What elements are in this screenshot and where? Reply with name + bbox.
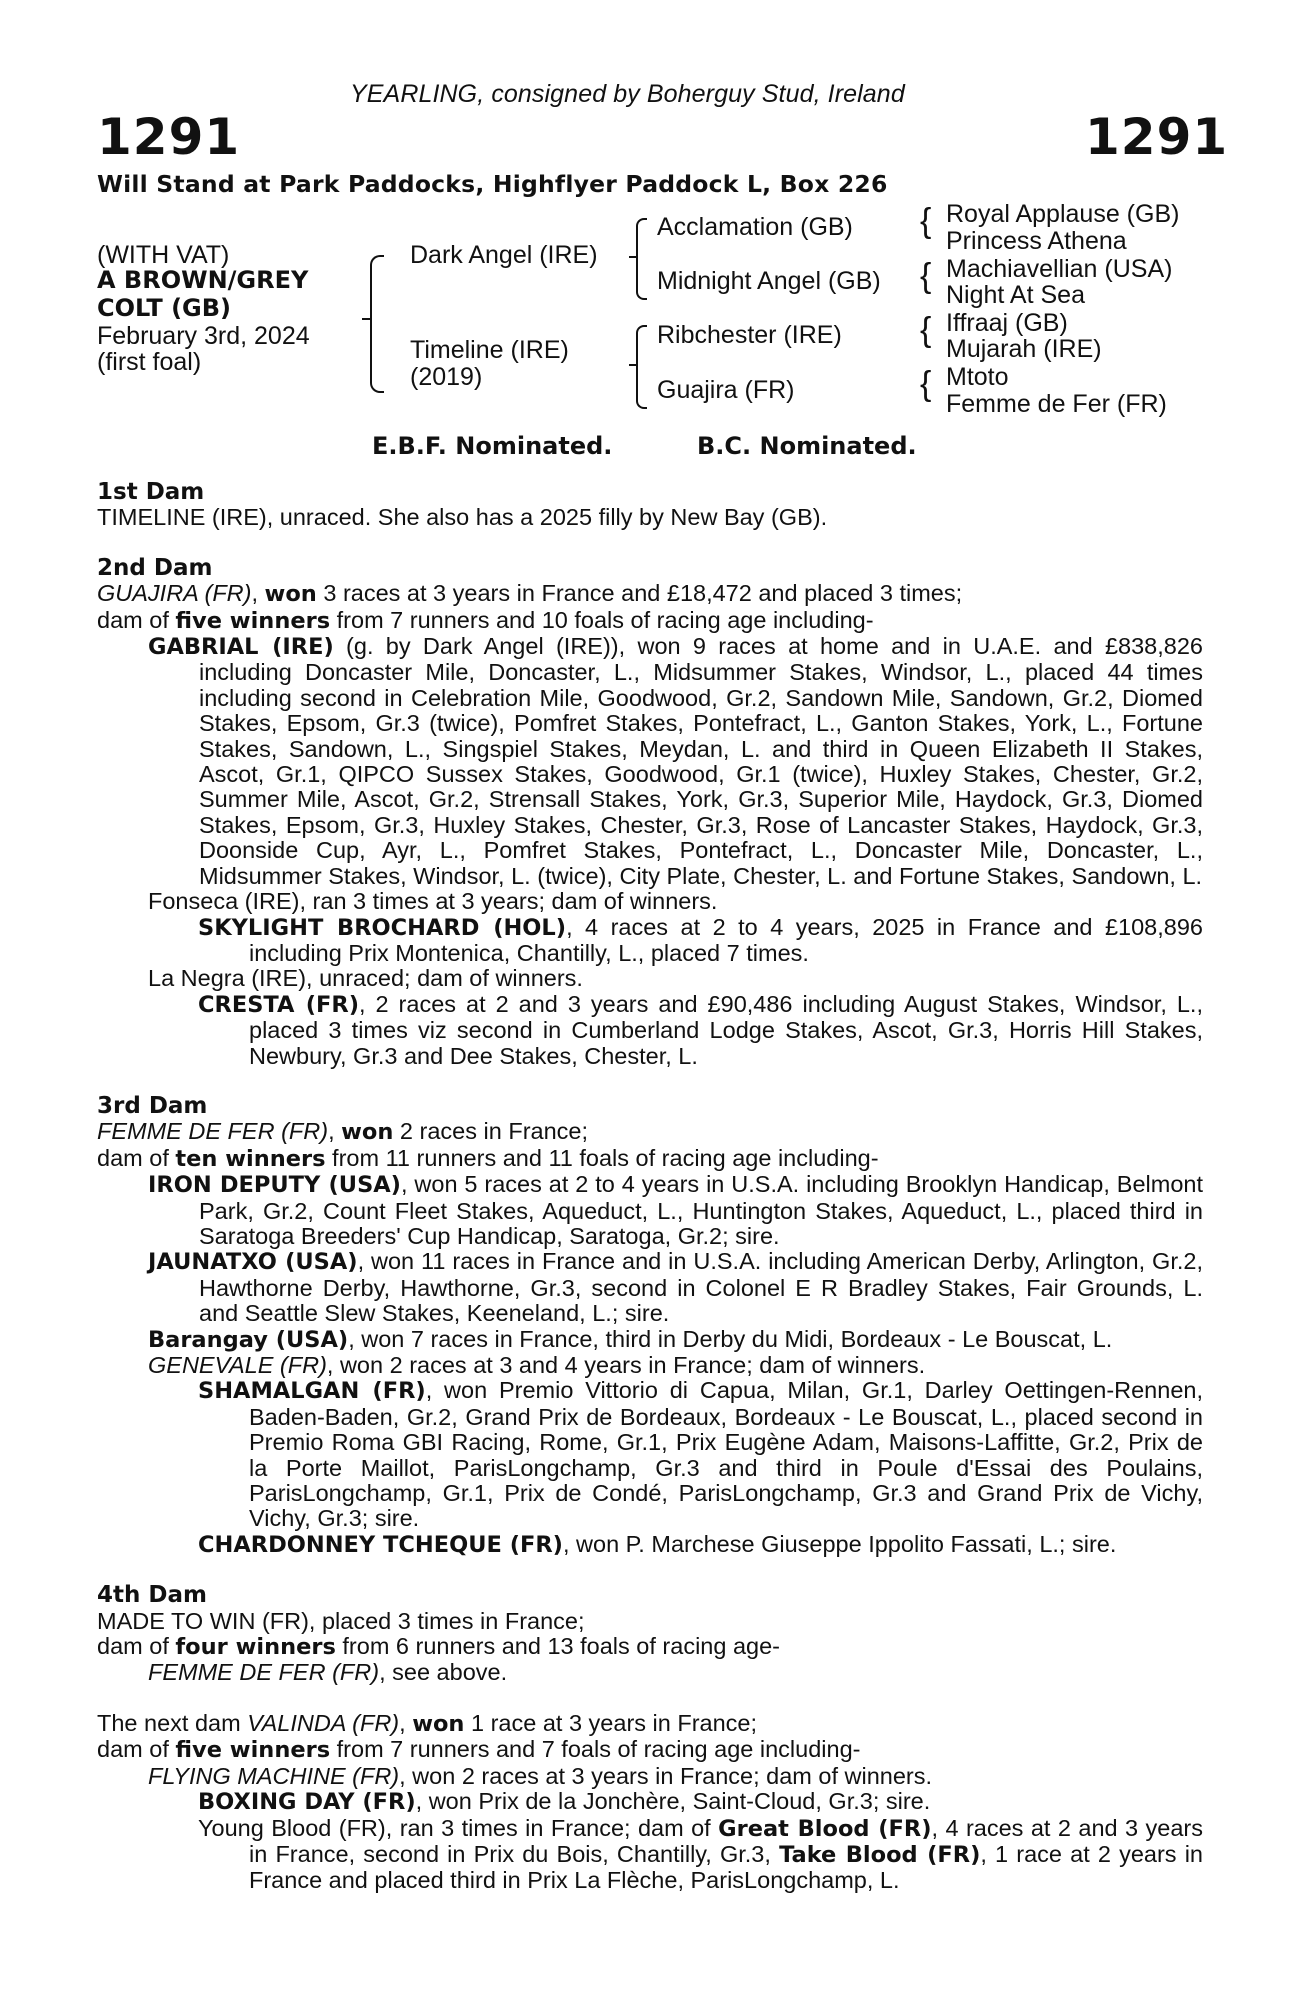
iron-deputy-name: IRON DEPUTY (USA) — [148, 1172, 401, 1199]
lanegra-entry: La Negra (IRE), unraced; dam of winners. — [148, 965, 583, 992]
femme-ref-entry: FEMME DE FER (FR), see above. — [148, 1659, 508, 1686]
ebf-nomination: E.B.F. Nominated. — [372, 432, 613, 460]
cresta-text: , 2 races at 2 and 3 years and £90,486 including August Stakes, Windsor, L., placed 3 times viz second in Cumberland Lodge Stakes, Ascot, Gr.3, Horris Hill Stakes, Newbury, Gr.3 and Dee Stakes, Chester, L. — [249, 990, 1203, 1069]
shamalgan-entry — [97, 1378, 1203, 1531]
femme-ref-name: FEMME DE FER (FR) — [148, 1659, 380, 1686]
second-dam-name: GUAJIRA (FR) — [97, 580, 252, 607]
fourth-dam-winners: four winners — [175, 1634, 336, 1661]
foal-note: (first foal) — [97, 348, 202, 376]
third-dam-winners: ten winners — [175, 1145, 326, 1172]
first-dam-text: TIMELINE (IRE), unraced. She also has a 2025 filly by New Bay (GB). — [97, 504, 828, 531]
horse-description-line1: A BROWN/GREY — [97, 266, 309, 294]
dam-name: Timeline (IRE) — [410, 336, 569, 364]
boxing-day-entry: BOXING DAY (FR), won Prix de la Jonchère, Saint-Cloud, Gr.3; sire. — [198, 1788, 931, 1816]
gg-dam-2: Night At Sea — [946, 281, 1085, 309]
gabrial-entry — [97, 634, 1203, 889]
second-dam-line: GUAJIRA (FR), won 3 races at 3 years in France and £18,472 and placed 3 times; — [97, 580, 963, 608]
vat-note: (WITH VAT) — [97, 241, 230, 269]
young-blood-entry: Young Blood (FR), ran 3 times in France; dam of Great Blood (FR), 4 races at 2 and 3 years in France, second in Prix du Bois, Chantilly, Gr.3, Take Blood (FR), 1 race at 2 years in France and placed third in Prix La Flèche, ParisLongchamp, L. — [198, 1814, 1203, 1894]
barangay-name: Barangay (USA) — [148, 1326, 349, 1353]
gg-sire-1: Royal Applause (GB) — [946, 200, 1180, 228]
cresta-entry — [97, 992, 1203, 1069]
horse-description-line2: COLT (GB) — [97, 294, 231, 322]
first-dam-heading: 1st Dam — [97, 479, 205, 505]
next-dam-line: The next dam VALINDA (FR), won 1 race at 3 years in France; — [97, 1709, 758, 1737]
third-dam-name: FEMME DE FER (FR) — [97, 1118, 329, 1145]
sire-dam-name: Midnight Angel (GB) — [657, 267, 881, 295]
stand-location: Will Stand at Park Paddocks, Highflyer Paddock L, Box 226 — [97, 170, 888, 198]
skylight-entry — [97, 915, 1203, 967]
gg-dam-4: Femme de Fer (FR) — [946, 390, 1167, 418]
dam-dam-name: Guajira (FR) — [657, 376, 795, 404]
jaunatxo-name: JAUNATXO (USA) — [148, 1249, 358, 1276]
gg-sire-3: Iffraaj (GB) — [946, 309, 1068, 337]
gg-brace-3: { — [920, 311, 932, 349]
flying-machine-name: FLYING MACHINE (FR) — [148, 1762, 400, 1789]
skylight-name: SKYLIGHT BROCHARD (HOL) — [198, 914, 567, 941]
foaling-date: February 3rd, 2024 — [97, 322, 310, 350]
shamalgan-name: SHAMALGAN (FR) — [198, 1378, 426, 1405]
great-blood-name: Great Blood (FR) — [718, 1815, 932, 1842]
sire-name: Dark Angel (IRE) — [410, 241, 598, 269]
next-dam-name: VALINDA (FR) — [247, 1709, 400, 1736]
jaunatxo-text: , won 11 races in France and in U.S.A. including American Derby, Arlington, Gr.2, Hawthorne Derby, Hawthorne, Gr.3, second in Colonel E R Bradley Stakes, Fair Grounds, L. and Seattle Slew Stakes, Keeneland, L.; sire. — [199, 1248, 1203, 1327]
bc-nomination: B.C. Nominated. — [697, 432, 917, 460]
fourth-dam-line: MADE TO WIN (FR), placed 3 times in France; — [97, 1607, 585, 1634]
genevale-entry — [97, 1353, 1203, 1378]
next-dam-won: won — [412, 1710, 465, 1737]
chardonney-entry — [97, 1532, 1203, 1558]
dam-brace — [636, 325, 647, 409]
iron-deputy-text: , won 5 races at 2 to 4 years in U.S.A. including Brooklyn Handicap, Belmont Park, Gr.2, Count Fleet Stakes, Aqueduct, L., Huntington Stakes, Aqueduct, L., placed third in Saratoga Breeders' Cup Handicap, Saratoga, Gr.2; sire. — [199, 1171, 1204, 1249]
barangay-text: , won 7 races in France, third in Derby du Midi, Bordeaux - Le Bouscat, L. — [348, 1325, 1113, 1352]
fourth-dam-heading: 4th Dam — [97, 1582, 207, 1609]
chardonney-name: CHARDONNEY TCHEQUE (FR) — [198, 1531, 563, 1558]
fourth-dam-produce: dam of four winners from 6 runners and 13 foals of racing age- — [97, 1633, 780, 1661]
gg-brace-2: { — [920, 257, 932, 295]
fonseca-entry: Fonseca (IRE), ran 3 times at 3 years; dam of winners. — [148, 888, 718, 915]
produce-record — [97, 480, 1203, 1894]
lot-number-right: 1291 — [1085, 108, 1229, 166]
dam-sire-name: Ribchester (IRE) — [657, 321, 842, 349]
second-dam-winners: five winners — [175, 607, 331, 634]
dam-year: (2019) — [410, 363, 483, 391]
chardonney-text: , won P. Marchese Giuseppe Ippolito Fassati, L.; sire. — [562, 1530, 1117, 1557]
genevale-text: , won 2 races at 3 and 4 years in France; dam of winners. — [326, 1352, 926, 1378]
third-dam-won: won — [341, 1119, 394, 1146]
third-dam-produce: dam of ten winners from 11 runners and 11 foals of racing age including- — [97, 1144, 879, 1172]
sire-brace — [636, 218, 647, 300]
second-dam-produce: dam of five winners from 7 runners and 10 foals of racing age including- — [97, 606, 874, 634]
second-dam-won: won — [264, 581, 317, 608]
skylight-text: , 4 races at 2 to 4 years, 2025 in France and £108,896 including Prix Montenica, Chantilly, L., placed 7 times. — [249, 913, 1203, 966]
gg-brace-1: { — [920, 202, 932, 240]
pedigree-main-brace-point — [362, 318, 372, 320]
gabrial-name: GABRIAL (IRE) — [148, 634, 334, 661]
boxing-day-name: BOXING DAY (FR) — [198, 1789, 416, 1816]
gg-sire-2: Machiavellian (USA) — [946, 255, 1173, 283]
cresta-name: CRESTA (FR) — [198, 991, 359, 1018]
take-blood-name: Take Blood (FR) — [779, 1841, 981, 1868]
genevale-name: GENEVALE (FR) — [148, 1352, 327, 1378]
shamalgan-text: , won Premio Vittorio di Capua, Milan, Gr.1, Darley Oettingen-Rennen, Baden-Baden, Gr.2, Grand Prix de Bordeaux, Bordeaux - Le Bouscat, L., placed second in Premio Roma GBI Racing, Rome, Gr.1, Prix Eugène Adam, Maisons-Laffitte, Gr.2, Prix de la Porte Maillot, ParisLongchamp, Gr.3 and third in Poule d'Essai des Poulains, ParisLongchamp, Gr.1, Prix de Condé, ParisLongchamp, Gr.3 and Grand Prix de Vichy, Vichy, Gr.3; sire. — [249, 1377, 1203, 1532]
pedigree-main-brace — [370, 255, 384, 393]
next-dam-winners: five winners — [175, 1737, 331, 1764]
iron-deputy-entry — [97, 1172, 1203, 1249]
gg-brace-4: { — [920, 365, 932, 403]
barangay-entry — [97, 1327, 1203, 1353]
gg-dam-3: Mujarah (IRE) — [946, 335, 1102, 363]
next-dam-produce: dam of five winners from 7 runners and 7 foals of racing age including- — [97, 1736, 861, 1764]
gg-sire-4: Mtoto — [946, 363, 1009, 391]
flying-machine-entry: FLYING MACHINE (FR), won 2 races at 3 years in France; dam of winners. — [148, 1762, 933, 1789]
consignor-subtitle: YEARLING, consigned by Boherguy Stud, Ireland — [350, 80, 905, 108]
second-dam-won-rest: 3 races at 3 years in France and £18,472 and placed 3 times; — [316, 580, 963, 607]
gabrial-text: (g. by Dark Angel (IRE)), won 9 races at home and in U.A.E. and £838,826 including Doncaster Mile, Doncaster, L., Midsummer Stakes, Windsor, L., placed 44 times including second in Celebration Mile, Goodwood, Gr.2, Sandown Mile, Sandown, Gr.2, Diomed Stakes, Epsom, Gr.3 (twice), Pomfret Stakes, Pontefract, L., Ganton Stakes, York, L., Fortune Stakes, Sandown, L., Singspiel Stakes, Meydan, L. and third in Queen Elizabeth II Stakes, Ascot, Gr.1, QIPCO Sussex Stakes, Goodwood, Gr.1 (twice), Huxley Stakes, Chester, Gr.2, Summer Mile, Ascot, Gr.2, Strensall Stakes, York, Gr.3, Superior Mile, Haydock, Gr.3, Diomed Stakes, Epsom, Gr.3, Huxley Stakes, Chester, Gr.3, Rose of Lancaster Stakes, Haydock, Gr.3, Doonside Cup, Ayr, L., Pomfret Stakes, Pontefract, L., Doncaster Mile, Doncaster, L., Midsummer Stakes, Windsor, L. (twice), City Plate, Chester, L. and Fortune Stakes, Sandown, L. — [199, 633, 1203, 889]
second-dam-heading: 2nd Dam — [97, 554, 213, 581]
third-dam-heading: 3rd Dam — [97, 1092, 208, 1119]
lot-number-left: 1291 — [97, 108, 241, 166]
sire-sire-name: Acclamation (GB) — [657, 213, 853, 241]
third-dam-line: FEMME DE FER (FR), won 2 races in France; — [97, 1118, 589, 1146]
jaunatxo-entry — [97, 1249, 1203, 1326]
sire-brace-point — [629, 256, 637, 258]
dam-brace-point — [629, 364, 637, 366]
gg-dam-1: Princess Athena — [946, 227, 1127, 255]
